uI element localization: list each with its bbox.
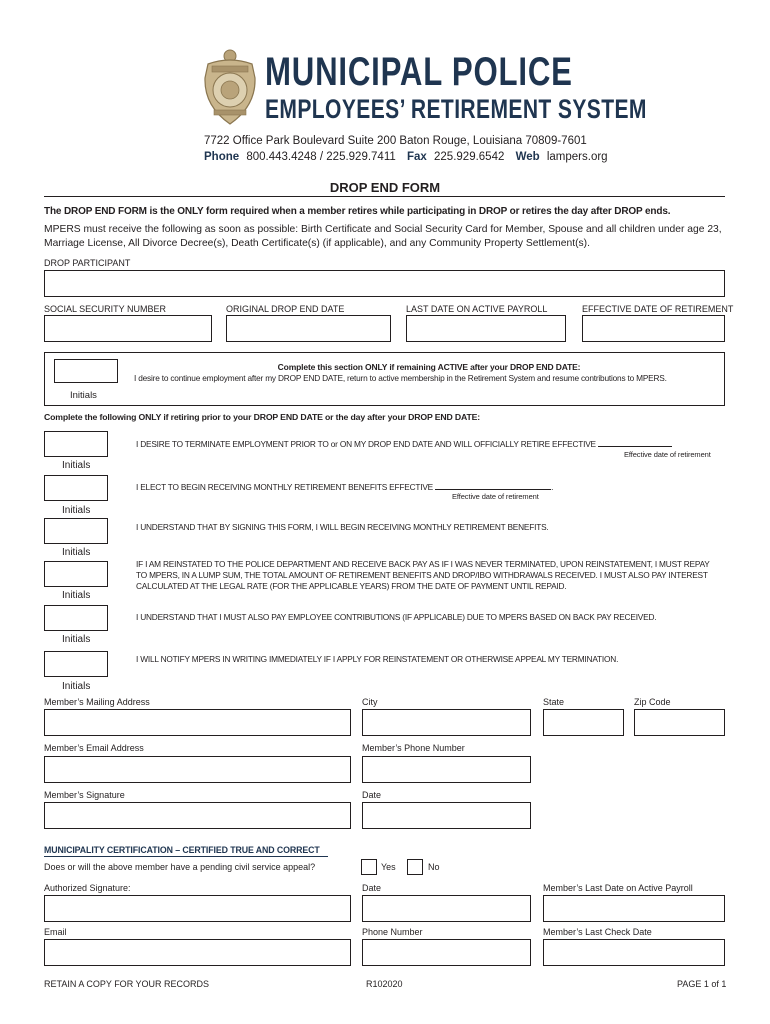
title-rule	[44, 196, 725, 197]
web-value[interactable]: lampers.org	[546, 151, 608, 163]
statement-4: IF I AM REINSTATED TO THE POLICE DEPARTMENT AND RECEIVE BACK PAY AS IF I WAS NEVER TERMINATED, UPON REINSTATEMENT, I MUST REPAY TO MPERS, IN A LUMP SUM, THE TOTAL AMOUNT OF RETIREMENT BENEFITS AND DROP/IBO WITHDRAWALS RECEIVED. I MUST ALSO PAY INTEREST CALCULATED AT THE LEGAL RATE (FOR THE APPLICABLE YEARS) FROM THE DATE OF PAYMENT UNTIL REPAID.	[136, 559, 710, 591]
retiring-section-heading: Complete the following ONLY if retiring prior to your DROP END DATE or the day after your DROP END DATE:	[44, 412, 481, 422]
member-signature-field[interactable]	[44, 802, 351, 829]
statement-2-text: I ELECT TO BEGIN RECEIVING MONTHLY RETIREMENT BENEFITS EFFECTIVE	[136, 482, 434, 492]
municipality-email-field[interactable]	[44, 939, 351, 966]
header-contact-line	[204, 151, 608, 163]
state-field[interactable]	[543, 709, 624, 736]
municipality-email-label: Email	[44, 927, 67, 937]
zip-field[interactable]	[634, 709, 725, 736]
active-initials-box[interactable]	[54, 359, 118, 383]
state-label: State	[543, 697, 565, 707]
initials-label-5: Initials	[62, 634, 91, 645]
initials-box-4[interactable]	[44, 561, 108, 587]
statement-1-blank[interactable]	[598, 438, 672, 447]
municipality-date-field[interactable]	[362, 895, 531, 922]
statement-2-sub: Effective date of retirement	[452, 492, 539, 501]
civil-service-question: Does or will the above member have a pending civil service appeal?	[44, 862, 316, 872]
ssn-label: SOCIAL SECURITY NUMBER	[44, 304, 167, 314]
header-address: 7722 Office Park Boulevard Suite 200 Baton Rouge, Louisiana 70809-7601	[204, 135, 587, 147]
last-payroll-label: LAST DATE ON ACTIVE PAYROLL	[406, 304, 548, 314]
initials-box-5[interactable]	[44, 605, 108, 631]
intro-text: MPERS must receive the following as soon as possible: Birth Certificate and Social Security Card for Member, Spouse and all children under age 23, Marriage License, All Divorce Decree(s), Death Certificate(s) (if applicable), and any Community Property Settlement(s).	[44, 224, 722, 249]
municipality-phone-label: Phone Number	[362, 927, 423, 937]
municipality-date-label: Date	[362, 883, 382, 893]
intro-bold: The DROP END FORM is the ONLY form required when a member retires while participating in DROP or retires the day after DROP ends.	[44, 206, 671, 217]
web-label: Web	[515, 151, 540, 163]
footer-retain: RETAIN A COPY FOR YOUR RECORDS	[44, 979, 210, 989]
statement-3: I UNDERSTAND THAT BY SIGNING THIS FORM, I WILL BEGIN RECEIVING MONTHLY RETIREMENT BENEFITS.	[136, 522, 549, 532]
authorized-signature-label: Authorized Signature:	[44, 883, 131, 893]
ssn-field[interactable]	[44, 315, 212, 342]
phone-label: Phone	[204, 151, 240, 163]
drop-participant-label: DROP PARTICIPANT	[44, 258, 131, 268]
initials-label-6: Initials	[62, 681, 91, 692]
footer-code: R102020	[366, 979, 403, 989]
form-title: DROP END FORM	[329, 180, 441, 195]
no-label: No	[428, 862, 440, 872]
member-date-label: Date	[362, 790, 382, 800]
zip-label: Zip Code	[634, 697, 671, 707]
fax-value: 225.929.6542	[434, 151, 505, 163]
member-phone-field[interactable]	[362, 756, 531, 783]
drop-participant-field[interactable]	[44, 270, 725, 297]
member-email-label: Member’s Email Address	[44, 743, 144, 753]
last-payroll-field[interactable]	[406, 315, 566, 342]
municipality-phone-field[interactable]	[362, 939, 531, 966]
last-payroll-date-field[interactable]	[543, 895, 725, 922]
municipality-heading-rule	[44, 856, 328, 857]
statement-1-text: I DESIRE TO TERMINATE EMPLOYMENT PRIOR TO or ON MY DROP END DATE AND WILL OFFICIALLY RETIRE EFFECTIVE	[136, 439, 596, 449]
initials-label-4: Initials	[62, 590, 91, 601]
member-phone-label: Member’s Phone Number	[362, 743, 465, 753]
police-badge-logo	[202, 48, 258, 126]
statement-6: I WILL NOTIFY MPERS IN WRITING IMMEDIATELY IF I APPLY FOR REINSTATEMENT OR OTHERWISE APPEAL MY TERMINATION.	[136, 654, 619, 664]
active-section-heading: Complete this section ONLY if remaining ACTIVE after your DROP END DATE:	[277, 362, 581, 372]
member-email-field[interactable]	[44, 756, 351, 783]
initials-label-1: Initials	[62, 460, 91, 471]
initials-box-6[interactable]	[44, 651, 108, 677]
member-signature-label: Member’s Signature	[44, 790, 125, 800]
initials-label-2: Initials	[62, 505, 91, 516]
city-label: City	[362, 697, 378, 707]
fax-label: Fax	[406, 151, 427, 163]
active-initials-label: Initials	[70, 390, 97, 401]
original-drop-end-label: ORIGINAL DROP END DATE	[226, 304, 345, 314]
mailing-address-label: Member’s Mailing Address	[44, 697, 150, 707]
footer-page: PAGE 1 of 1	[677, 979, 727, 989]
statement-2: I ELECT TO BEGIN RECEIVING MONTHLY RETIREMENT BENEFITS EFFECTIVE .	[136, 482, 554, 492]
statement-2-blank[interactable]	[435, 481, 551, 490]
phone-value: 800.443.4248 / 225.929.7411	[246, 151, 396, 163]
yes-checkbox[interactable]	[361, 859, 377, 875]
no-checkbox[interactable]	[407, 859, 423, 875]
last-check-date-label: Member’s Last Check Date	[543, 927, 652, 937]
mailing-address-field[interactable]	[44, 709, 351, 736]
header-title-line1: MUNICIPAL POLICE	[265, 50, 573, 94]
last-payroll-date-label: Member’s Last Date on Active Payroll	[543, 883, 693, 893]
statement-1-sub: Effective date of retirement	[624, 450, 711, 459]
city-field[interactable]	[362, 709, 531, 736]
initials-label-3: Initials	[62, 547, 91, 558]
statement-5: I UNDERSTAND THAT I MUST ALSO PAY EMPLOYEE CONTRIBUTIONS (IF APPLICABLE) DUE TO MPERS BASED ON BACK PAY RECEIVED.	[136, 612, 657, 622]
yes-label: Yes	[381, 862, 396, 872]
initials-box-2[interactable]	[44, 475, 108, 501]
initials-box-1[interactable]	[44, 431, 108, 457]
header-title-line2: EMPLOYEES’ RETIREMENT SYSTEM	[265, 94, 647, 124]
effective-retirement-field[interactable]	[582, 315, 725, 342]
active-section-text: I desire to continue employment after my DROP END DATE, return to active membership in the Retirement System and resume contributions to MPERS.	[134, 373, 667, 383]
member-date-field[interactable]	[362, 802, 531, 829]
statement-1	[136, 438, 672, 450]
effective-retirement-label: EFFECTIVE DATE OF RETIREMENT	[582, 304, 734, 314]
last-check-date-field[interactable]	[543, 939, 725, 966]
authorized-signature-field[interactable]	[44, 895, 351, 922]
initials-box-3[interactable]	[44, 518, 108, 544]
original-drop-end-field[interactable]	[226, 315, 391, 342]
municipality-heading: MUNICIPALITY CERTIFICATION – CERTIFIED TRUE AND CORRECT	[44, 845, 320, 855]
